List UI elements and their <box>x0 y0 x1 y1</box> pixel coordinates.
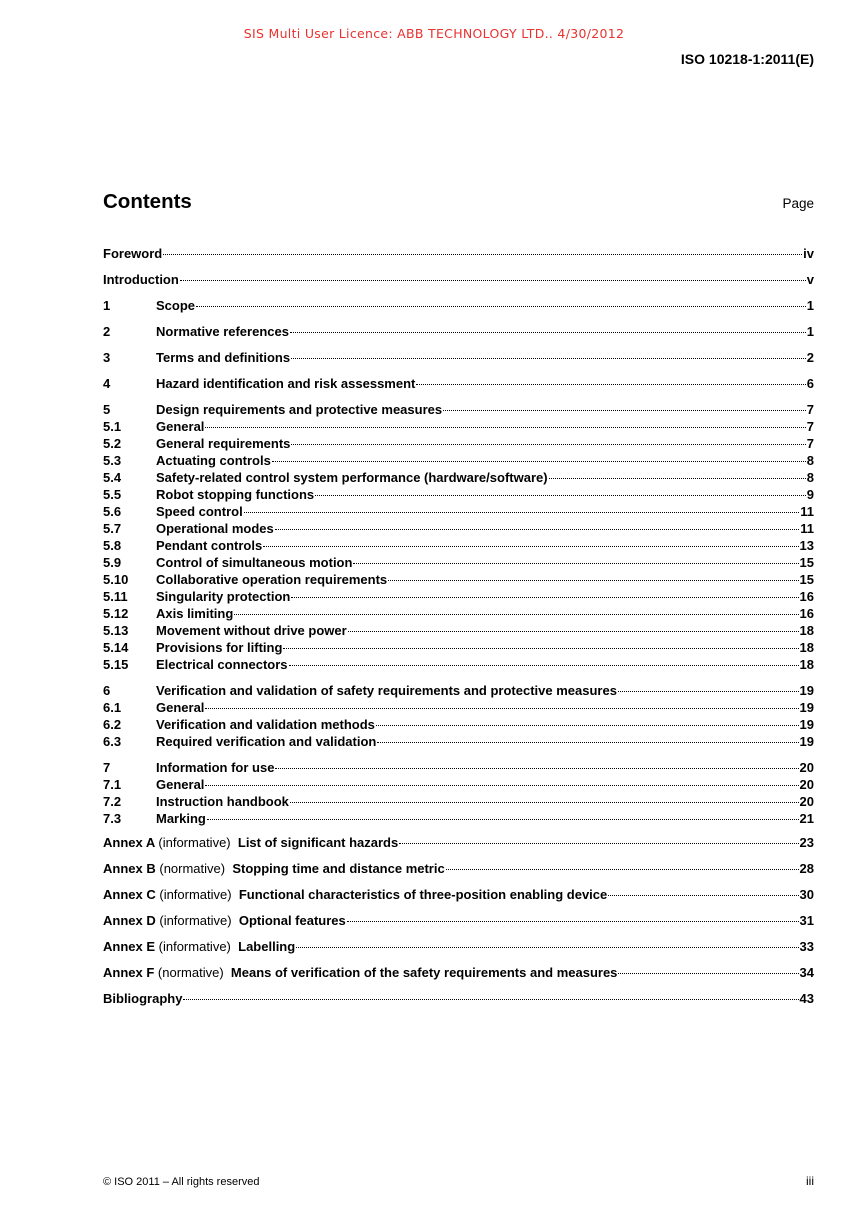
toc-entry-title: Terms and definitions <box>156 350 291 365</box>
toc-entry-page: v <box>806 272 814 287</box>
toc-entry-page: 9 <box>806 487 814 502</box>
toc-entry-number: 5.13 <box>103 623 129 638</box>
toc-entry[interactable] <box>103 776 814 793</box>
toc-entry[interactable] <box>103 537 814 554</box>
toc-entry-title: Required verification and validation <box>156 734 377 749</box>
dot-leader <box>275 529 800 530</box>
dot-leader <box>263 546 798 547</box>
dot-leader <box>443 410 806 411</box>
toc-entry-title: Provisions for lifting <box>156 640 283 655</box>
toc-entry-number: 5.12 <box>103 606 129 621</box>
dot-leader <box>291 358 806 359</box>
toc-entry[interactable] <box>103 682 814 699</box>
dot-leader <box>416 384 805 385</box>
toc-entry-number: 5.11 <box>103 589 128 604</box>
toc-entry-page: 33 <box>799 939 814 954</box>
dot-leader <box>446 869 799 870</box>
annex-type: (informative) <box>158 939 231 954</box>
toc-entry[interactable] <box>103 452 814 469</box>
toc-entry-title: Normative references <box>156 324 289 339</box>
toc-entry-page: 19 <box>799 734 814 749</box>
toc-entry-title <box>103 912 346 929</box>
toc-entry[interactable] <box>103 486 814 503</box>
annex-label: Annex B <box>103 861 156 876</box>
toc-entry[interactable] <box>103 759 814 776</box>
licence-banner: SIS Multi User Licence: ABB TECHNOLOGY LTD.. 4/30/2012 <box>243 26 625 41</box>
dot-leader <box>272 461 806 462</box>
annex-title: Optional features <box>238 913 346 928</box>
toc-entry-page: 16 <box>799 606 814 621</box>
toc-entry-number: 7 <box>103 760 111 775</box>
toc-entry-title: Foreword <box>103 246 163 261</box>
toc-entry[interactable] <box>103 469 814 486</box>
toc-entry-page: 31 <box>799 913 814 928</box>
dot-leader <box>205 708 798 709</box>
toc-entry-title: Verification and validation methods <box>156 717 375 732</box>
footer-copyright: © ISO 2011 – All rights reserved <box>103 1176 260 1188</box>
toc-entry[interactable] <box>103 622 814 639</box>
footer-page-number: iii <box>806 1174 814 1188</box>
toc-entry-page: 43 <box>799 991 814 1006</box>
dot-leader <box>289 665 799 666</box>
toc-entry[interactable] <box>103 323 814 340</box>
toc-entry-number: 5.10 <box>103 572 129 587</box>
annex-type: (informative) <box>159 887 232 902</box>
toc-entry-number: 2 <box>103 324 111 339</box>
annex-title: List of significant hazards <box>237 835 399 850</box>
toc-entry-page: 1 <box>806 298 814 313</box>
contents-heading: Contents <box>103 190 192 213</box>
toc-entry-number: 6.3 <box>103 734 122 749</box>
toc-entry-title: Scope <box>156 298 196 313</box>
toc-entry[interactable] <box>103 571 814 588</box>
toc-entry-number: 6 <box>103 683 111 698</box>
toc-entry[interactable] <box>103 656 814 673</box>
toc-entry-title: Movement without drive power <box>156 623 347 638</box>
dot-leader <box>315 495 806 496</box>
dot-leader <box>205 785 798 786</box>
dot-leader <box>291 444 805 445</box>
toc-entry-page: 21 <box>799 811 814 826</box>
dot-leader <box>283 648 798 649</box>
toc-entry[interactable] <box>103 503 814 520</box>
annex-title: Stopping time and distance metric <box>232 861 445 876</box>
dot-leader <box>348 631 799 632</box>
toc-entry[interactable] <box>103 733 814 750</box>
dot-leader <box>196 306 806 307</box>
toc-entry-page: 20 <box>799 794 814 809</box>
dot-leader <box>347 921 799 922</box>
toc-entry-page: 20 <box>799 760 814 775</box>
toc-entry-number: 5.6 <box>103 504 122 519</box>
toc-entry-title: Collaborative operation requirements <box>156 572 388 587</box>
dot-leader <box>399 843 798 844</box>
toc-entry[interactable] <box>103 554 814 571</box>
dot-leader <box>205 427 805 428</box>
toc-entry[interactable] <box>103 435 814 452</box>
toc-entry[interactable] <box>103 810 814 827</box>
toc-entry[interactable] <box>103 912 814 929</box>
toc-entry-page: 13 <box>799 538 814 553</box>
toc-entry-title: General <box>156 419 205 434</box>
toc-entry-page: 15 <box>799 572 814 587</box>
dot-leader <box>234 614 798 615</box>
toc-entry-title: Instruction handbook <box>156 794 289 809</box>
toc-entry-number: 5.14 <box>103 640 129 655</box>
annex-label: Annex E <box>103 939 156 954</box>
toc-entry-title: Verification and validation of safety requirements and protective measures <box>156 683 617 698</box>
toc-entry-title: General <box>156 700 205 715</box>
annex-title: Functional characteristics of three-position enabling device <box>238 887 608 902</box>
dot-leader <box>296 947 798 948</box>
toc-entry[interactable] <box>103 793 814 810</box>
toc-entry[interactable] <box>103 964 814 981</box>
toc-entry-title: Speed control <box>156 504 243 519</box>
toc-entry-title: Axis limiting <box>156 606 234 621</box>
toc-entry-page: 11 <box>800 504 814 519</box>
toc-entry-title: Design requirements and protective measures <box>156 402 443 417</box>
annex-type: (normative) <box>157 965 224 980</box>
toc-entry-page: 7 <box>806 436 814 451</box>
toc-entry[interactable] <box>103 349 814 366</box>
toc-entry-title: Information for use <box>156 760 275 775</box>
toc-entry-title: Bibliography <box>103 991 183 1006</box>
toc-entry-page: 30 <box>799 887 814 902</box>
toc-entry-number: 7.1 <box>103 777 122 792</box>
toc-entry-number: 5.15 <box>103 657 129 672</box>
toc-entry-number: 5.7 <box>103 521 122 536</box>
toc-entry-number: 4 <box>103 376 111 391</box>
annex-label: Annex D <box>103 913 156 928</box>
annex-label: Annex F <box>103 965 155 980</box>
document-id: ISO 10218-1:2011(E) <box>680 51 814 67</box>
toc-entry-number: 5.9 <box>103 555 122 570</box>
toc-entry-page: 1 <box>806 324 814 339</box>
toc-entry[interactable] <box>103 271 814 288</box>
toc-entry-page: 23 <box>799 835 814 850</box>
toc-entry-title <box>103 860 445 877</box>
annex-type: (normative) <box>159 861 226 876</box>
dot-leader <box>388 580 798 581</box>
toc-entry-number: 6.2 <box>103 717 122 732</box>
toc-entry-title: Actuating controls <box>156 453 271 468</box>
toc-entry-page: 19 <box>799 717 814 732</box>
toc-entry[interactable] <box>103 401 814 418</box>
toc-entry-number: 7.3 <box>103 811 122 826</box>
dot-leader <box>291 597 798 598</box>
toc-entry[interactable] <box>103 716 814 733</box>
toc-entry-page: iv <box>803 246 814 261</box>
toc-entry-title <box>103 964 617 981</box>
toc-entry[interactable] <box>103 990 814 1007</box>
toc-entry-title: Safety-related control system performance (hardware/software) <box>156 470 548 485</box>
toc-entry-page: 18 <box>799 657 814 672</box>
dot-leader <box>163 254 802 255</box>
toc-entry[interactable] <box>103 860 814 877</box>
toc-entry-page: 19 <box>799 700 814 715</box>
page-column-label: Page <box>782 196 814 211</box>
toc-entry-number: 5.3 <box>103 453 122 468</box>
toc-entry[interactable] <box>103 834 814 851</box>
toc-entry-title: General requirements <box>156 436 291 451</box>
toc-entry-number: 1 <box>103 298 111 313</box>
annex-type: (informative) <box>158 835 231 850</box>
annex-title: Means of verification of the safety requirements and measures <box>230 965 618 980</box>
toc-entry-title: Singularity protection <box>156 589 291 604</box>
toc-entry-page: 8 <box>806 470 814 485</box>
dot-leader <box>549 478 806 479</box>
toc-entry-page: 16 <box>799 589 814 604</box>
toc-entry-title: Electrical connectors <box>156 657 288 672</box>
toc-entry[interactable] <box>103 938 814 955</box>
toc-entry-number: 5.5 <box>103 487 122 502</box>
toc-entry-number: 5 <box>103 402 111 417</box>
toc-entry-title <box>103 886 607 903</box>
toc-entry-page: 11 <box>800 521 814 536</box>
dot-leader <box>207 819 799 820</box>
toc-entry-page: 2 <box>806 350 814 365</box>
dot-leader <box>290 802 799 803</box>
toc-entry-number: 7.2 <box>103 794 122 809</box>
toc-entry-number: 5.8 <box>103 538 122 553</box>
annex-label: Annex C <box>103 887 156 902</box>
toc-entry[interactable] <box>103 297 814 314</box>
toc-entry-page: 34 <box>799 965 814 980</box>
toc-entry-title: Hazard identification and risk assessment <box>156 376 416 391</box>
table-of-contents <box>103 245 814 1007</box>
toc-entry-number: 5.2 <box>103 436 122 451</box>
toc-entry-page: 20 <box>799 777 814 792</box>
toc-entry[interactable] <box>103 245 814 262</box>
annex-title: Labelling <box>238 939 296 954</box>
dot-leader <box>608 895 798 896</box>
toc-entry-page: 7 <box>806 419 814 434</box>
toc-entry-page: 19 <box>799 683 814 698</box>
toc-entry-number: 5.4 <box>103 470 122 485</box>
toc-entry-title: Robot stopping functions <box>156 487 315 502</box>
toc-entry-page: 8 <box>806 453 814 468</box>
toc-entry-page: 18 <box>799 640 814 655</box>
toc-entry[interactable] <box>103 418 814 435</box>
toc-entry-title: General <box>156 777 205 792</box>
toc-entry[interactable] <box>103 639 814 656</box>
toc-entry-title <box>103 834 398 851</box>
toc-entry[interactable] <box>103 375 814 392</box>
toc-entry-title: Pendant controls <box>156 538 263 553</box>
dot-leader <box>377 742 798 743</box>
toc-entry-number: 6.1 <box>103 700 122 715</box>
toc-entry[interactable] <box>103 605 814 622</box>
toc-entry-title: Control of simultaneous motion <box>156 555 353 570</box>
toc-entry-page: 28 <box>799 861 814 876</box>
toc-entry-page: 15 <box>799 555 814 570</box>
toc-entry-title: Operational modes <box>156 521 274 536</box>
toc-entry-title <box>103 938 295 955</box>
toc-entry-page: 7 <box>806 402 814 417</box>
dot-leader <box>183 999 798 1000</box>
dot-leader <box>353 563 798 564</box>
dot-leader <box>275 768 798 769</box>
dot-leader <box>290 332 806 333</box>
toc-entry[interactable] <box>103 520 814 537</box>
dot-leader <box>180 280 806 281</box>
dot-leader <box>376 725 799 726</box>
toc-entry-number: 5.1 <box>103 419 122 434</box>
dot-leader <box>618 691 799 692</box>
toc-entry-page: 18 <box>799 623 814 638</box>
dot-leader <box>244 512 800 513</box>
toc-entry[interactable] <box>103 699 814 716</box>
toc-entry-title: Introduction <box>103 272 179 287</box>
toc-entry-title: Marking <box>156 811 206 826</box>
dot-leader <box>618 973 798 974</box>
annex-label: Annex A <box>103 835 155 850</box>
toc-entry-page: 6 <box>806 376 814 391</box>
toc-entry[interactable] <box>103 886 814 903</box>
toc-entry-number: 3 <box>103 350 111 365</box>
toc-entry[interactable] <box>103 588 814 605</box>
annex-type: (informative) <box>159 913 232 928</box>
